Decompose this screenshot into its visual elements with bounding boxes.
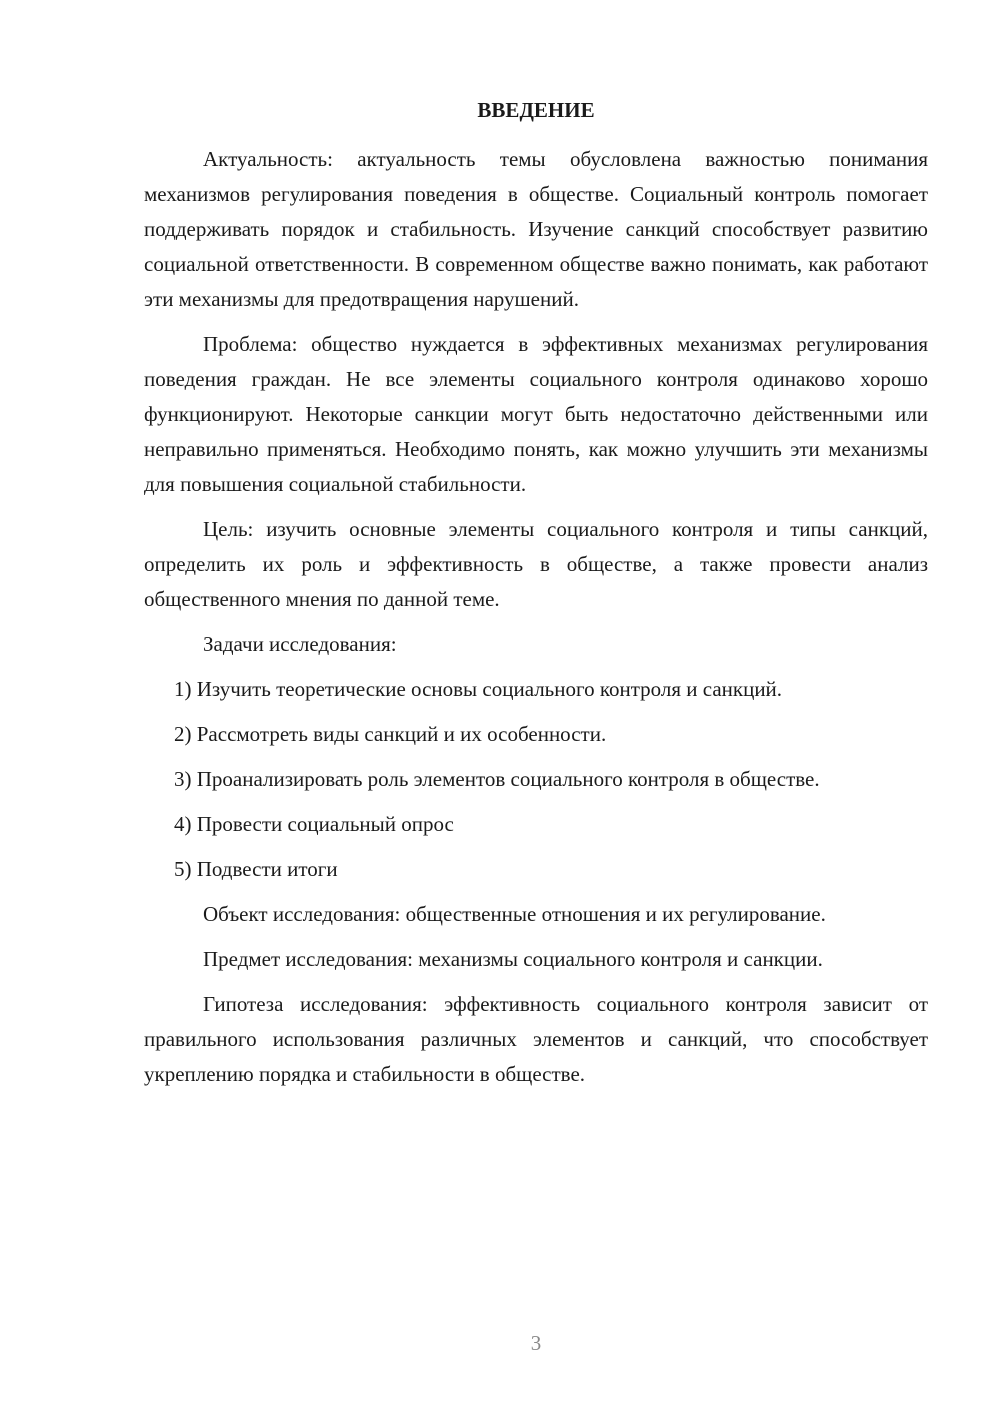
paragraph-problem: Проблема: общество нуждается в эффективных механизмах регулирования поведения граждан. Не все элементы социального контроля одинаково хорошо функционируют. Некоторые санкции могут быть недостаточно действенными или неправильно применяться. Необходимо понять, как можно улучшить эти механизмы для повышения социальной стабильности. (144, 332, 928, 496)
section-title: ВВЕДЕНИЕ (477, 98, 595, 122)
task-item-1: 1) Изучить теоретические основы социального контроля и санкций. (174, 677, 783, 701)
paragraph-hypothesis: Гипотеза исследования: эффективность социального контроля зависит от правильного использования различных элементов и санкций, что способствует укреплению порядка и стабильности в обществе. (144, 992, 928, 1086)
paragraph-tasks-heading: Задачи исследования: (203, 632, 397, 656)
task-item-4: 4) Провести социальный опрос (174, 812, 454, 836)
paragraph-object: Объект исследования: общественные отношения и их регулирование. (203, 902, 826, 926)
task-item-3: 3) Проанализировать роль элементов социального контроля в обществе. (174, 767, 820, 791)
document-page (144, 93, 928, 1102)
page-number: 3 (530, 1331, 542, 1355)
task-item-5: 5) Подвести итоги (174, 857, 338, 881)
paragraph-goal: Цель: изучить основные элементы социального контроля и типы санкций, определить их роль и эффективность в обществе, а также провести анализ общественного мнения по данной теме. (144, 517, 928, 611)
paragraph-subject: Предмет исследования: механизмы социального контроля и санкции. (203, 947, 823, 971)
paragraph-relevance: Актуальность: актуальность темы обусловлена важностью понимания механизмов регулирования поведения в обществе. Социальный контроль помогает поддерживать порядок и стабильность. Изучение санкций способствует развитию социальной ответственности. В современном обществе важно понимать, как работают эти механизмы для предотвращения нарушений. (144, 147, 928, 311)
task-item-2: 2) Рассмотреть виды санкций и их особенности. (174, 722, 607, 746)
